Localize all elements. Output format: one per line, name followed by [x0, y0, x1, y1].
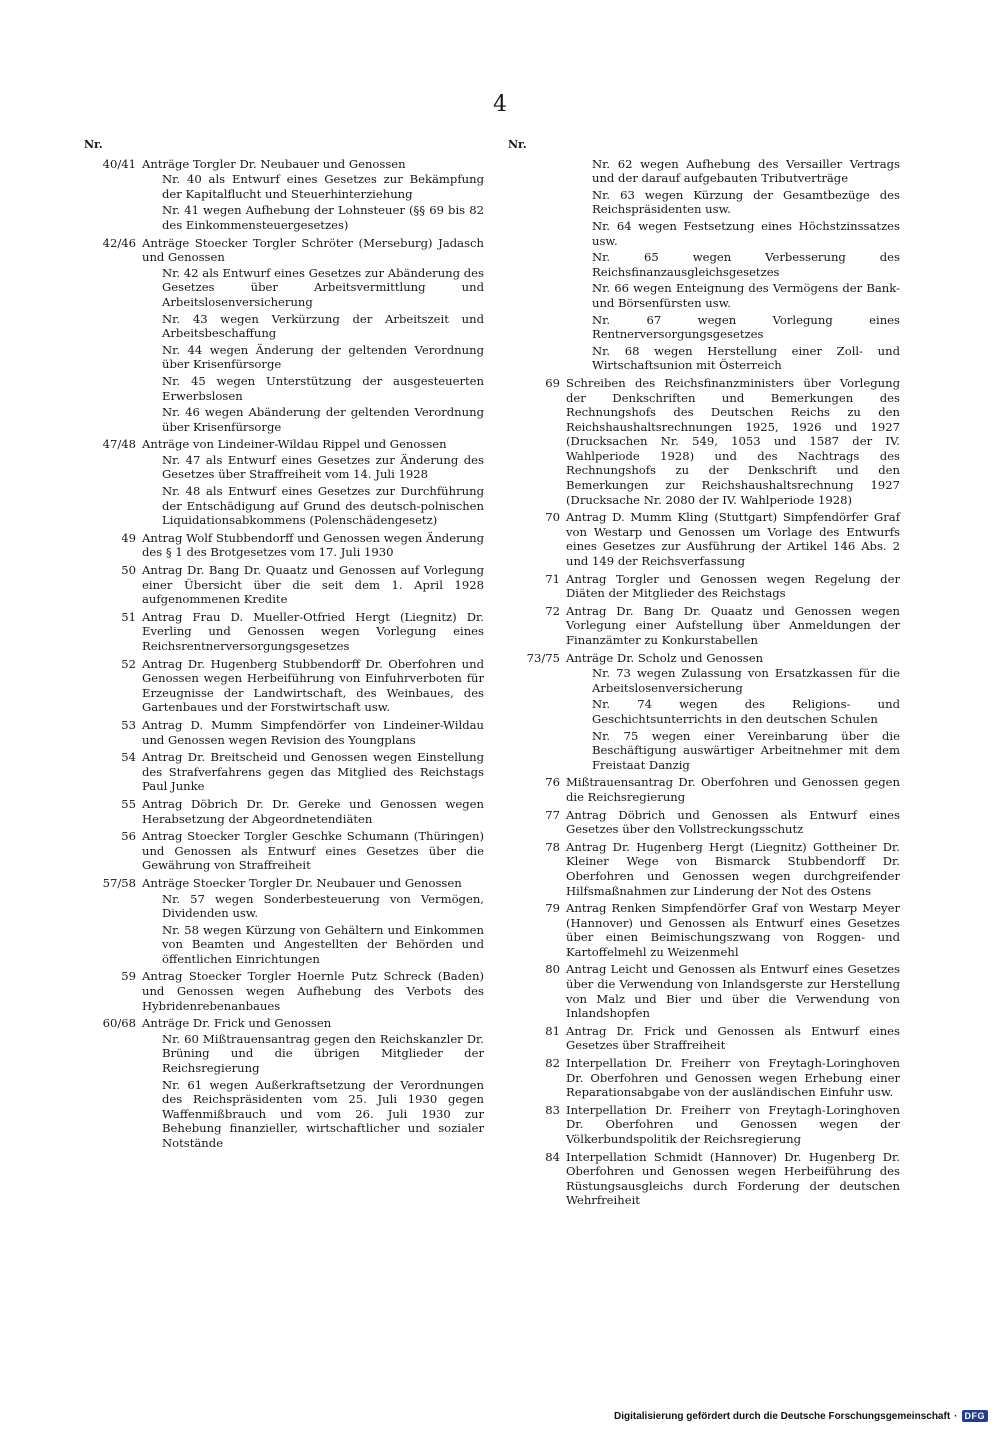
- entry-text: Schreiben des Reichsfinanzministers über Vorlegung der Denkschriften und Bemerkungen des Rechnungshofs des Deutschen Reichs zu den Reichshaushaltsrechnungen 1925, 1926 und 1927 (Drucksachen Nr. 549, 1053 und 1587 der IV. Wahlperiode 1928) und des Nachtrags des Rechnungshofs zu der Denkschrift und den Bemerkungen zur Reichshaushaltsrechnung 1927 (Drucksache Nr. 2080 der IV. Wahlperiode 1928): [566, 375, 900, 507]
- entry-number: 51: [121, 609, 136, 624]
- agenda-entry: [508, 962, 900, 1020]
- sub-entry: Nr. 46 wegen Abänderung der geltenden Verordnung über Krisenfürsorge: [162, 405, 484, 434]
- entry-number: 84: [545, 1149, 560, 1164]
- entry-text: Mißtrauensantrag Dr. Oberfohren und Genossen gegen die Reichsregierung: [566, 775, 900, 804]
- sub-entry: Nr. 41 wegen Aufhebung der Lohnsteuer (§§ 69 bis 82 des Einkommensteuergesetzes): [162, 203, 484, 232]
- sub-entry: Nr. 74 wegen des Religions- und Geschichtsunterrichts in den deutschen Schulen: [592, 697, 900, 726]
- entry-number: 83: [545, 1102, 560, 1117]
- entry-number: 81: [545, 1023, 560, 1038]
- agenda-entry: [84, 531, 484, 560]
- agenda-entry: [84, 829, 484, 873]
- sub-entry: Nr. 43 wegen Verkürzung der Arbeitszeit und Arbeitsbeschaffung: [162, 311, 484, 341]
- entry-text: Antrag Wolf Stubbendorff und Genossen wegen Änderung des § 1 des Brotgesetzes vom 17. Juli 1930: [142, 530, 484, 560]
- entry-number: 56: [121, 829, 136, 844]
- entry-number: 80: [545, 962, 560, 977]
- entry-number: 59: [121, 969, 136, 984]
- agenda-entry: [508, 1024, 900, 1053]
- entry-number: 76: [545, 775, 560, 790]
- agenda-entry: [508, 510, 900, 568]
- entry-text: Antrag Dr. Frick und Genossen als Entwurf eines Gesetzes über Straffreiheit: [566, 1023, 900, 1053]
- sub-entry: Nr. 68 wegen Herstellung einer Zoll- und Wirtschaftsunion mit Österreich: [592, 343, 900, 373]
- entry-number: 52: [121, 656, 136, 671]
- sub-entry: Nr. 62 wegen Aufhebung des Versailler Vertrags und der darauf aufgebauten Tributverträge: [592, 156, 900, 186]
- dfg-logo: DFG: [962, 1410, 989, 1422]
- entry-text: Anträge von Lindeiner-Wildau Rippel und Genossen: [142, 437, 447, 452]
- agenda-entry: [508, 1103, 900, 1147]
- agenda-entry: [84, 236, 484, 435]
- entry-text: Interpellation Dr. Freiherr von Freytagh-Loringhoven Dr. Oberfohren und Genossen wegen Erhebung einer Reparationsabgabe von der ausländischen Einfuhr usw.: [566, 1056, 900, 1100]
- agenda-entry: [84, 437, 484, 528]
- agenda-entry: [508, 1056, 900, 1100]
- entry-number: 53: [121, 717, 136, 732]
- agenda-entry: [84, 1016, 484, 1150]
- entry-text: Antrag D. Mumm Kling (Stuttgart) Simpfendörfer Graf von Westarp und Genossen um Vorlage des Entwurfs eines Gesetzes zur Ausführung der Artikel 146 Abs. 2 und 149 der Reichsverfassung: [566, 510, 900, 569]
- entry-text: Antrag Stoecker Torgler Hoernle Putz Schreck (Baden) und Genossen wegen Aufhebung des Verbots des Hybridenrebenanbaues: [142, 969, 484, 1013]
- agenda-entry: [508, 808, 900, 837]
- left-entry-list: [84, 157, 484, 1151]
- sub-entry: Nr. 40 als Entwurf eines Gesetzes zur Bekämpfung der Kapitalflucht und Steuerhinterziehung: [162, 172, 484, 201]
- sub-entry: Nr. 58 wegen Kürzung von Gehältern und Einkommen von Beamten und Angestellten der Behörden und öffentlichen Einrichtungen: [162, 922, 484, 966]
- entry-text: Anträge Stoecker Torgler Dr. Neubauer und Genossen: [142, 875, 462, 890]
- entry-text: Anträge Dr. Scholz und Genossen: [566, 650, 764, 665]
- agenda-entry: [508, 604, 900, 648]
- entry-text: Antrag Dr. Hugenberg Hergt (Liegnitz) Gottheiner Dr. Kleiner Wege von Bismarck Stubbendorff Dr. Oberfohren und Genossen wegen durchgreifender Hilfsmaßnahmen zur Linderung der Not des Ostens: [566, 839, 900, 898]
- agenda-entry: [508, 1150, 900, 1208]
- agenda-entry: [84, 610, 484, 654]
- entry-number: 72: [545, 603, 560, 618]
- entry-text: Antrag Döbrich Dr. Dr. Gereke und Genossen wegen Herabsetzung der Abgeordnetendiäten: [142, 796, 484, 826]
- entry-text: Antrag D. Mumm Simpfendörfer von Lindeiner-Wildau und Genossen wegen Revision des Youngplans: [142, 717, 484, 747]
- footer-credit: [614, 1408, 988, 1424]
- entry-text: Antrag Dr. Hugenberg Stubbendorff Dr. Oberfohren und Genossen wegen Herbeiführung von Einfuhrverboten für Erzeugnisse der Landwirtschaft, des Weinbaues, des Gartenbaues und der Forstwirtschaft usw.: [142, 656, 484, 715]
- entry-number: 49: [121, 530, 136, 545]
- entry-number: 82: [545, 1056, 560, 1071]
- entry-number: 57/58: [102, 875, 136, 890]
- right-entry-list: [508, 157, 900, 1208]
- entry-text: Antrag Torgler und Genossen wegen Regelung der Diäten der Mitglieder des Reichstags: [566, 571, 900, 601]
- footer-separator: ·: [954, 1410, 958, 1422]
- sub-entry: Nr. 44 wegen Änderung der geltenden Verordnung über Krisenfürsorge: [162, 342, 484, 372]
- sub-entry: Nr. 48 als Entwurf eines Gesetzes zur Durchführung der Entschädigung auf Grund des deutsch-polnischen Liquidationsabkommens (Polenschädengesetz): [162, 484, 484, 528]
- entry-text: Anträge Torgler Dr. Neubauer und Genossen: [142, 156, 406, 171]
- entry-text: Interpellation Dr. Freiherr von Freytagh-Loringhoven Dr. Oberfohren und Genossen wegen der Völkerbundspolitik der Reichsregierung: [566, 1102, 900, 1146]
- entry-number: 78: [545, 839, 560, 854]
- agenda-entry: [508, 572, 900, 601]
- entry-text: Antrag Renken Simpfendörfer Graf von Westarp Meyer (Hannover) und Genossen als Entwurf eines Gesetzes über einen Beimischungszwang von Roggen- und Kartoffelmehl zu Weizenmehl: [566, 901, 900, 959]
- entry-number: 40/41: [102, 156, 136, 171]
- agenda-entry: [84, 718, 484, 747]
- entry-number: 50: [121, 563, 136, 578]
- entry-number: 69: [545, 375, 560, 390]
- entry-text: Antrag Döbrich und Genossen als Entwurf eines Gesetzes über den Vollstreckungsschutz: [566, 807, 900, 837]
- agenda-entry: [84, 876, 484, 967]
- agenda-entry: [508, 901, 900, 959]
- sub-entry: Nr. 67 wegen Vorlegung eines Rentnerversorgungsgesetzes: [592, 312, 900, 342]
- agenda-entry: [84, 797, 484, 826]
- agenda-entry: [84, 157, 484, 233]
- agenda-entry: [84, 563, 484, 607]
- sub-entry: Nr. 47 als Entwurf eines Gesetzes zur Änderung des Gesetzes über Straffreiheit vom 14. Juli 1928: [162, 452, 484, 482]
- entry-text: Interpellation Schmidt (Hannover) Dr. Hugenberg Dr. Oberfohren und Genossen wegen Herbeiführung des Rüstungsausgleichs durch Forderung der deutschen Wehrfreiheit: [566, 1149, 900, 1208]
- left-column-header: Nr.: [84, 138, 103, 151]
- entry-number: 70: [545, 510, 560, 525]
- entry-text: Antrag Dr. Bang Dr. Quaatz und Genossen auf Vorlegung einer Übersicht über die seit dem 1. April 1928 aufgenommenen Kredite: [142, 563, 484, 607]
- left-column: [84, 138, 484, 1154]
- entry-text: Anträge Stoecker Torgler Schröter (Merseburg) Jadasch und Genossen: [142, 235, 484, 265]
- sub-entry: Nr. 45 wegen Unterstützung der ausgesteuerten Erwerbslosen: [162, 373, 484, 403]
- right-column-header: Nr.: [508, 138, 527, 151]
- agenda-entry: [508, 376, 900, 507]
- entry-number: 77: [545, 807, 560, 822]
- entry-number: 60/68: [102, 1016, 136, 1031]
- entry-number: 42/46: [102, 235, 136, 250]
- sub-entry: Nr. 61 wegen Außerkraftsetzung der Verordnungen des Reichspräsidenten vom 25. Juli 1930 gegen Waffenmißbrauch und vom 26. Juli 1930 zur Behebung finanzieller, wirtschaftlicher und sozialer Notstände: [162, 1077, 484, 1150]
- agenda-entry: [84, 750, 484, 794]
- agenda-entry: [84, 657, 484, 715]
- agenda-entry: [508, 840, 900, 898]
- entry-text: Antrag Dr. Breitscheid und Genossen wegen Einstellung des Strafverfahrens gegen das Mitglied des Reichstags Paul Junke: [142, 750, 484, 794]
- entry-number: 47/48: [102, 437, 136, 452]
- agenda-entry: [508, 775, 900, 804]
- entry-number: 73/75: [526, 650, 560, 665]
- sub-entry: Nr. 64 wegen Festsetzung eines Höchstzinssatzes usw.: [592, 218, 900, 248]
- entry-text: Anträge Dr. Frick und Genossen: [142, 1016, 332, 1031]
- sub-entry: Nr. 66 wegen Enteignung des Vermögens der Bank- und Börsenfürsten usw.: [592, 281, 900, 310]
- sub-entry: Nr. 42 als Entwurf eines Gesetzes zur Abänderung des Gesetzes über Arbeitsvermittlung und Arbeitslosenversicherung: [162, 265, 484, 309]
- entry-number: 54: [121, 750, 136, 765]
- entry-number: 55: [121, 796, 136, 811]
- entry-text: Antrag Leicht und Genossen als Entwurf eines Gesetzes über die Verwendung von Inlandsgerste zur Herstellung von Malz und Bier und über die Verwendung von Inlandshopfen: [566, 962, 900, 1021]
- sub-entry: Nr. 60 Mißtrauensantrag gegen den Reichskanzler Dr. Brüning und die übrigen Mitglieder der Reichsregierung: [162, 1031, 484, 1076]
- entry-text: Antrag Dr. Bang Dr. Quaatz und Genossen wegen Vorlegung einer Aufstellung über Anmeldungen der Finanzämter zu Konkurstabellen: [566, 603, 900, 647]
- sub-entry: Nr. 73 wegen Zulassung von Ersatzkassen für die Arbeitslosenversicherung: [592, 666, 900, 695]
- entry-text: Antrag Frau D. Mueller-Otfried Hergt (Liegnitz) Dr. Everling und Genossen wegen Vorlegung eines Reichsrentnerversorgungsgesetzes: [142, 609, 484, 653]
- footer-text: Digitalisierung gefördert durch die Deutsche Forschungsgemeinschaft: [613, 1410, 951, 1422]
- agenda-entry: [508, 157, 900, 373]
- agenda-entry: [508, 651, 900, 773]
- sub-entry: Nr. 65 wegen Verbesserung des Reichsfinanzausgleichsgesetzes: [592, 250, 900, 279]
- entry-number: 79: [545, 901, 560, 916]
- entry-number: 71: [545, 571, 560, 586]
- agenda-entry: [84, 969, 484, 1013]
- entry-text: Antrag Stoecker Torgler Geschke Schumann (Thüringen) und Genossen als Entwurf eines Gesetzes über die Gewährung von Straffreiheit: [142, 829, 484, 873]
- sub-entry: Nr. 75 wegen einer Vereinbarung über die Beschäftigung auswärtiger Arbeitnehmer mit dem Freistaat Danzig: [592, 728, 900, 772]
- page-number: 4: [493, 92, 507, 117]
- sub-entry: Nr. 57 wegen Sonderbesteuerung von Vermögen, Dividenden usw.: [162, 891, 484, 921]
- sub-entry: Nr. 63 wegen Kürzung der Gesamtbezüge des Reichspräsidenten usw.: [592, 187, 900, 217]
- right-column: [508, 138, 900, 1211]
